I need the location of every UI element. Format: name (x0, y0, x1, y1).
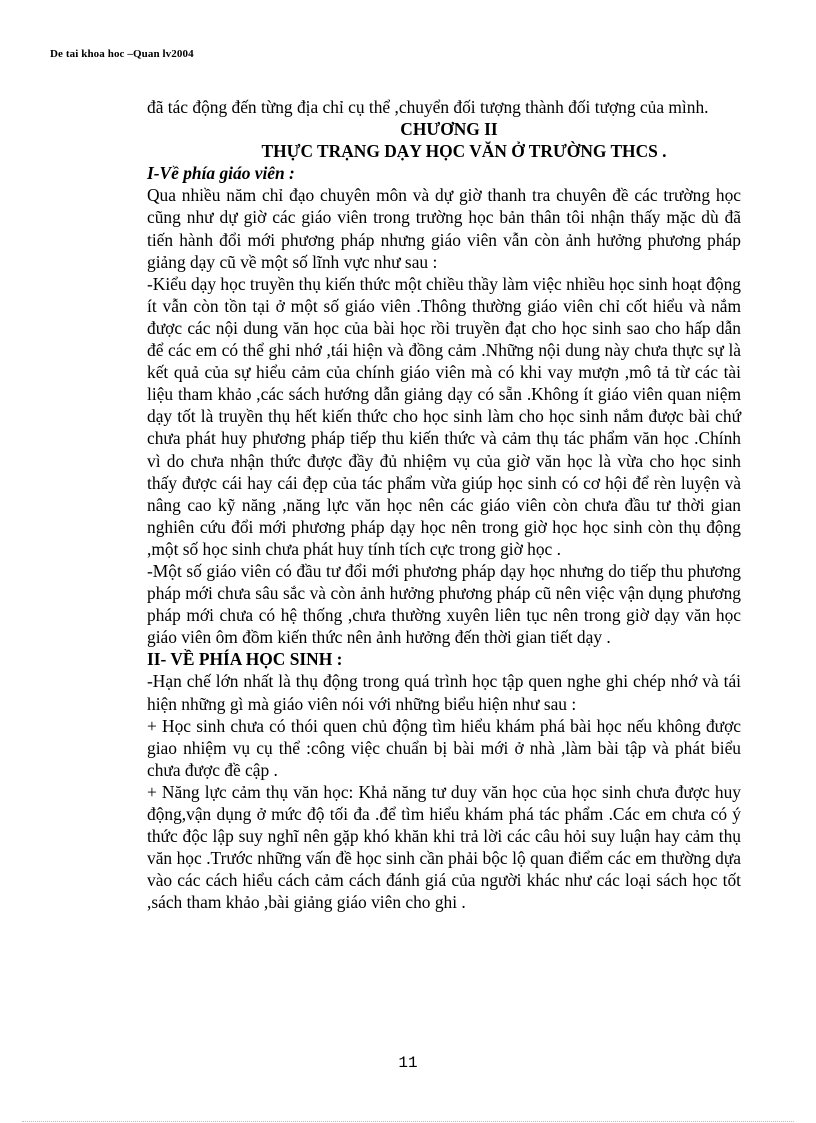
page-number: 11 (398, 1054, 418, 1072)
section-heading-teachers: I-Về phía giáo viên : (147, 163, 295, 184)
page-bottom-border (22, 1121, 794, 1122)
body-paragraph: Qua nhiều năm chỉ đạo chuyên môn và dự giờ thanh tra chuyên đề các trường học cũng như dự giờ các giáo viên trong trường học bản thân tôi nhận thấy mặc dù đã tiến hành đổi mới phương pháp nhưng giáo viên vẫn còn ảnh hưởng phương pháp giảng dạy cũ về một số lĩnh vực như sau : (147, 185, 741, 272)
body-paragraph: -Kiểu dạy học truyền thụ kiến thức một chiều thầy làm việc nhiều học sinh hoạt động ít vẫn còn tồn tại ở một số giáo viên .Thông thường giáo viên chỉ cốt hiểu và nắm được các nội dung văn học của bài học rồi truyền đạt cho học sinh sao cho hấp dẫn để các em có thể ghi nhớ ,tái hiện và đồng cảm .Những nội dung này chưa thực sự là kết quả của sự hiểu cảm của chính giáo viên mà có khi vay mượn ,mô tả từ các tài liệu tham khảo ,các sách hướng dẫn giảng dạy có sẵn .Không ít giáo viên quan niệm dạy tốt là truyền thụ hết kiến thức cho học sinh làm cho học sinh nắm được bài chứ chưa phát huy phương pháp tiếp thu kiến thức và cảm thụ tác phẩm văn học .Chính vì do chưa nhận thức được đầy đủ nhiệm vụ của giờ văn học là vừa cho học sinh thấy được cái hay cái đẹp của tác phẩm vừa giúp học sinh có cơ hội để rèn luyện và nâng cao kỹ năng ,năng lực văn học nên các giáo viên còn chưa đầu tư thời gian nghiên cứu đổi mới phương pháp dạy học nên trong giờ học học sinh còn thụ động ,một số học sinh chưa phát huy tính tích cực trong giờ học . (147, 273, 741, 559)
body-paragraph: -Một số giáo viên có đầu tư đổi mới phương pháp dạy học nhưng do tiếp thu phương pháp mới chưa sâu sắc và còn ảnh hưởng phương pháp cũ nên việc vận dụng phương pháp mới chưa có hệ thống ,chưa thường xuyên liên tục nên trong giờ dạy văn học giáo viên ôm đồm kiến thức nên ảnh hưởng đến thời gian tiết dạy . (147, 560, 741, 648)
chapter-number: CHƯƠNG II (400, 119, 498, 140)
section-heading-students: II- VỀ PHÍA HỌC SINH : (147, 649, 343, 670)
chapter-title: THỰC TRẠNG DẠY HỌC VĂN Ở TRƯỜNG THCS . (261, 141, 667, 162)
body-paragraph: + Học sinh chưa có thói quen chủ động tìm hiểu khám phá bài học nếu không được giao nhiệm vụ cụ thể :công việc chuẩn bị bài mới ở nhà ,làm bài tập và phát biểu chưa được đề cập . (147, 715, 741, 780)
body-paragraph: + Năng lực cảm thụ văn học: Khả năng tư duy văn học của học sinh chưa được huy động,vận dụng ở mức độ tối đa .để tìm hiểu khám phá tác phẩm .Các em chưa có ý thức độc lập suy nghĩ nên gặp khó khăn khi trả lời các câu hỏi suy luận hay cảm thụ văn học .Trước những vấn đề học sinh cần phải bộc lộ quan điểm các em thường dựa vào các cách hiểu cách cảm cách đánh giá của người khác như các loại sách học tốt ,sách tham khảo ,bài giảng giáo viên cho ghi . (147, 781, 741, 913)
body-paragraph: đã tác động đến từng địa chỉ cụ thể ,chuyển đối tượng thành đối tượng của mình. (147, 97, 709, 117)
document-body (147, 96, 741, 913)
body-paragraph: -Hạn chế lớn nhất là thụ động trong quá trình học tập quen nghe ghi chép nhớ và tái hiện những gì mà giáo viên nói với những biểu hiện như sau : (147, 671, 741, 714)
running-header: De tai khoa hoc –Quan lv2004 (50, 48, 194, 60)
